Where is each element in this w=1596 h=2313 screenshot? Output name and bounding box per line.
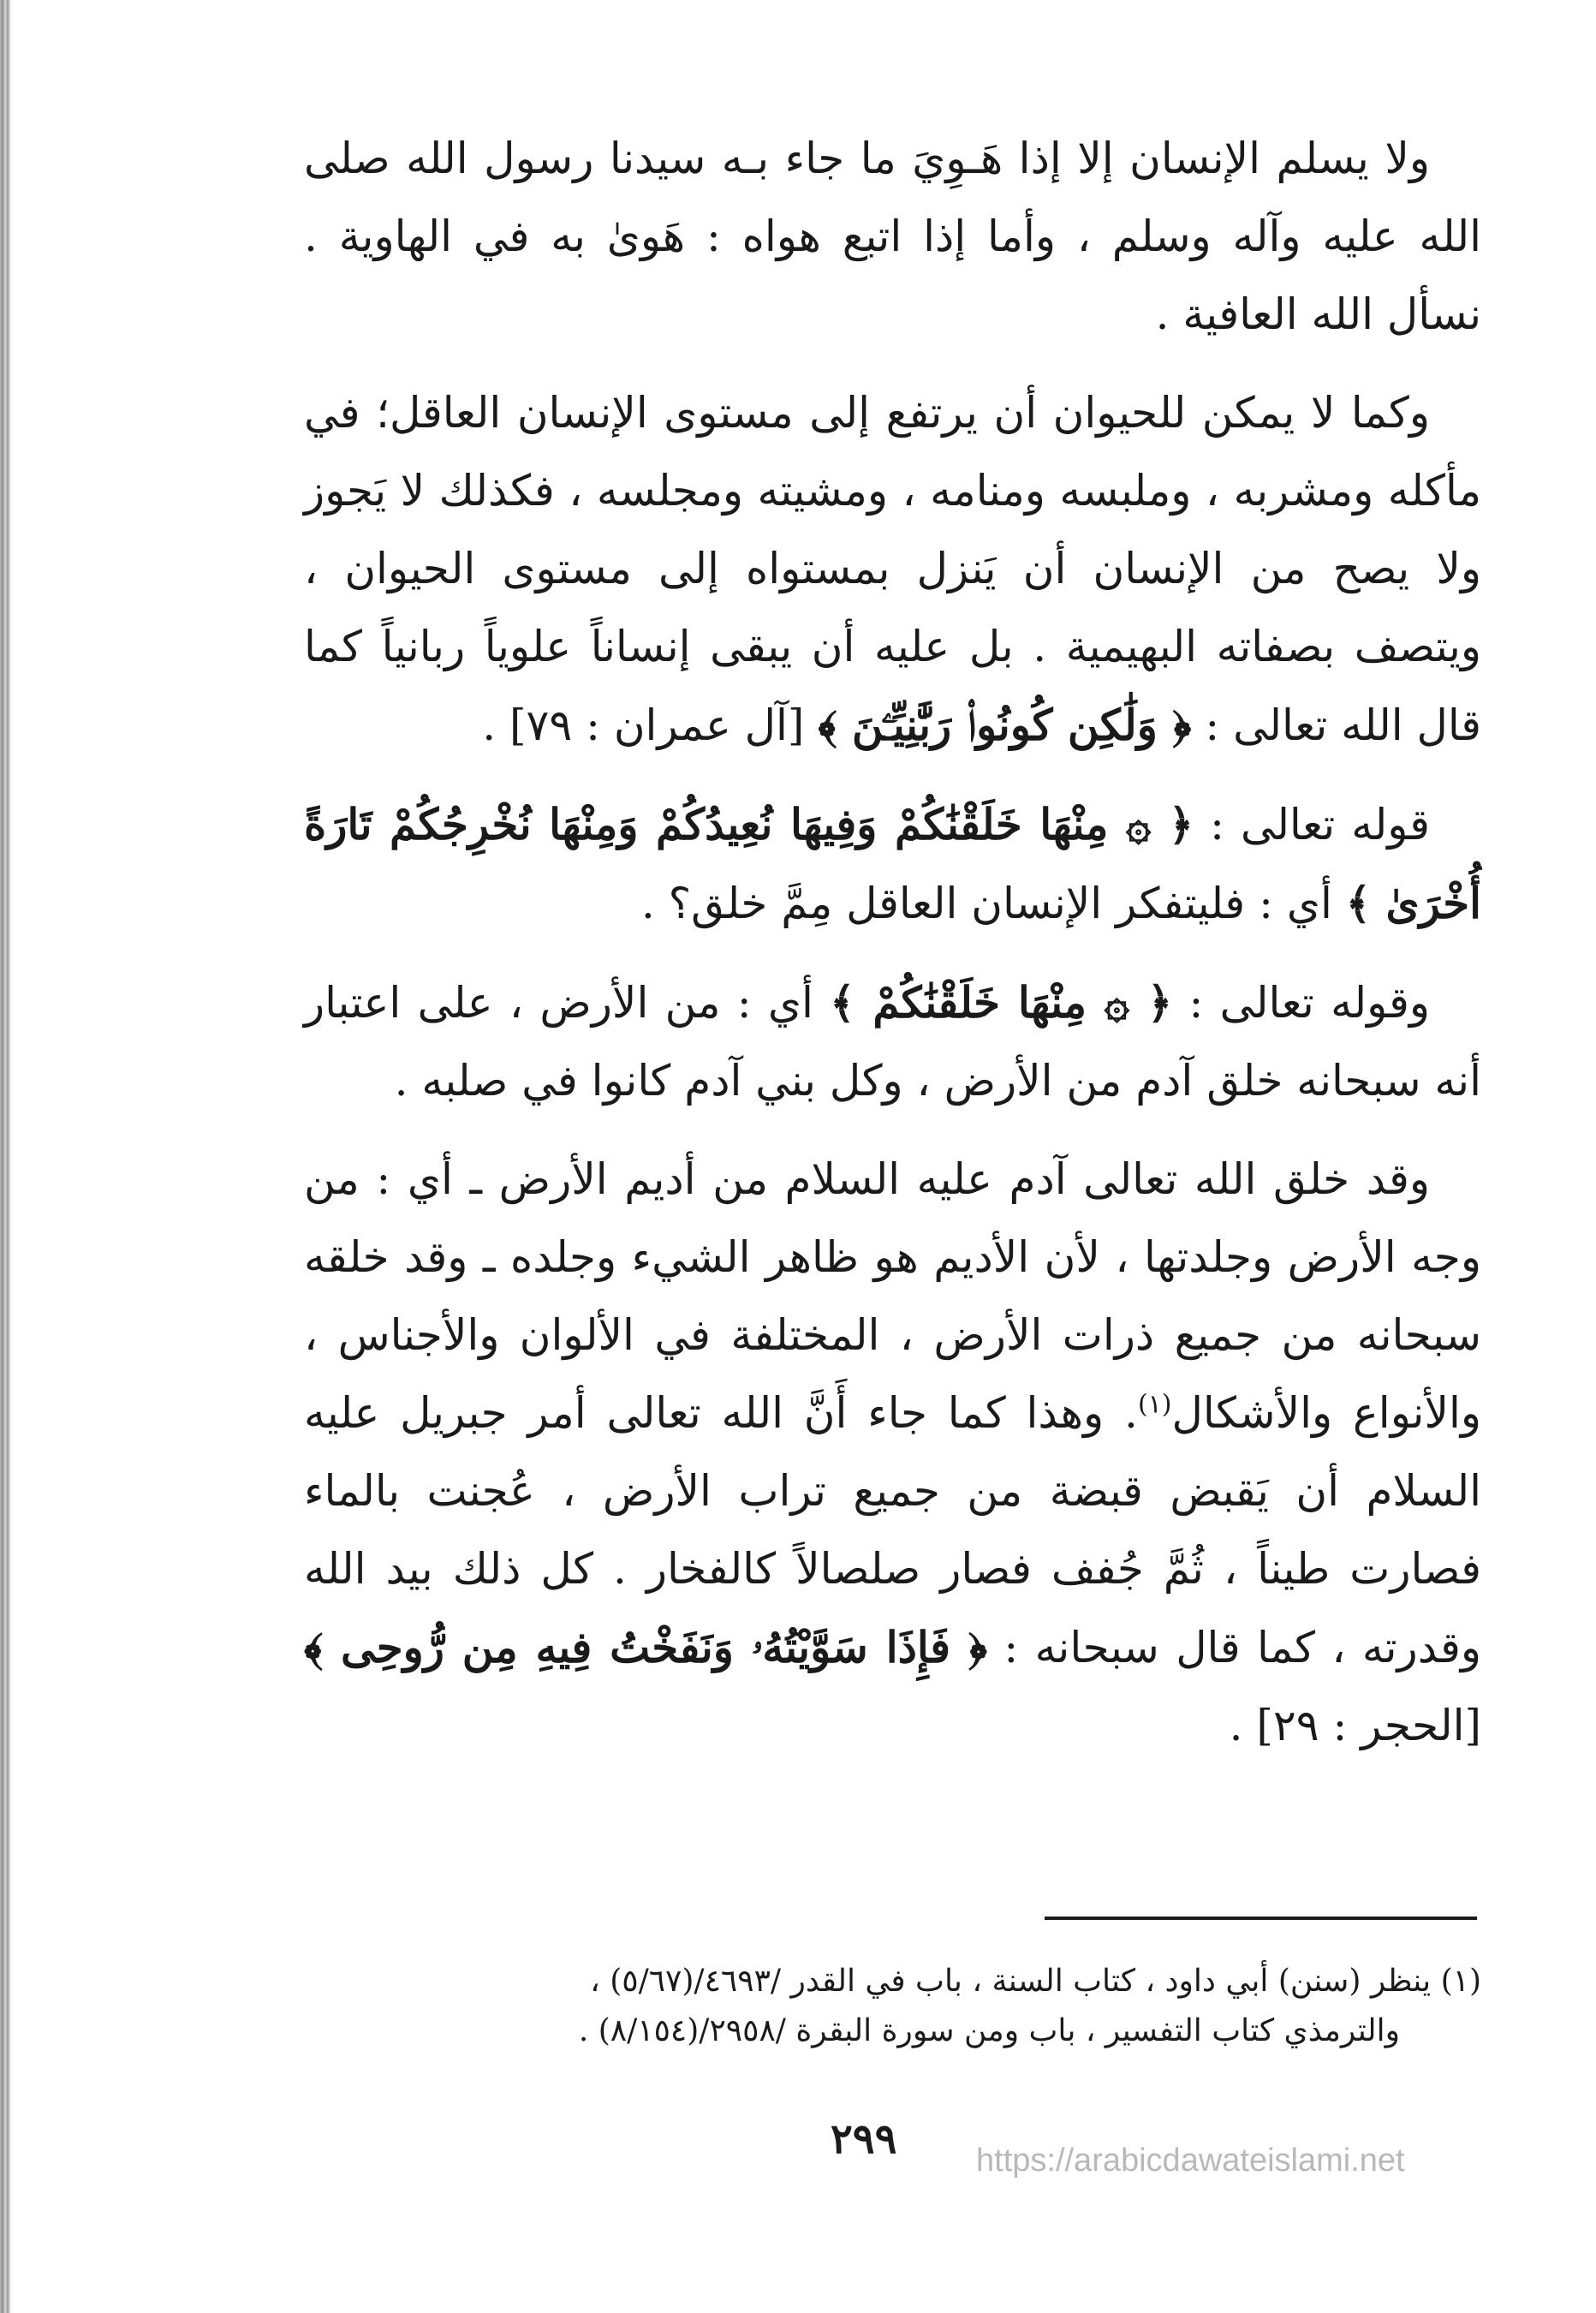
footnote-1-line-2: والترمذي كتاب التفسير ، باب ومن سورة البقرة /٢٩٥٨/(٨/١٥٤) . bbox=[578, 2013, 1400, 2048]
footnote-1 bbox=[304, 1957, 1481, 2056]
page-body bbox=[304, 120, 1481, 1785]
paragraph-5 bbox=[304, 1141, 1481, 1765]
paragraph-4 bbox=[304, 963, 1481, 1120]
paragraph-3-rest: أي : فليتفكر الإنسان العاقل مِمَّ خلق؟ . bbox=[640, 879, 1332, 928]
page-number: ٢٩٩ bbox=[831, 2115, 897, 2163]
footnote-1-line-1: ينظر (سنن) أبي داود ، كتاب السنة ، باب في القدر /٤٦٩٣/(٥/٦٧) ، bbox=[590, 1964, 1432, 1999]
quran-verse-2: ﴿ ۞ مِنْهَا خَلَقْنَٰكُمْ وَفِيهَا نُعِيدُكُمْ وَمِنْهَا نُخْرِجُكُمْ تَارَةً أُخْرَىٰ ﴾ bbox=[304, 799, 1481, 928]
footnote-divider bbox=[1045, 1917, 1477, 1920]
paragraph-2 bbox=[304, 374, 1481, 765]
paragraph-5-text-a: وقد خلق الله تعالى آدم عليه السلام من أديم الأرض ـ أي : من وجه الأرض وجلدتها ، لأن الأديم هو ظاهر الشيء وجلده ـ وقد خلقه سبحانه من جميع ذرات الأرض ، المختلفة في الألوان والأجناس ، والأنواع والأشكال bbox=[304, 1154, 1481, 1438]
paragraph-1 bbox=[304, 120, 1481, 354]
footnotes-section bbox=[304, 1957, 1481, 2056]
paragraph-3 bbox=[304, 785, 1481, 943]
quran-verse-1: ﴿ وَلَٰكِن كُونُوا۟ رَبَّٰنِيِّـۧنَ ﴾ bbox=[818, 700, 1192, 750]
quran-verse-4-reference: [الحجر : ٢٩] . bbox=[1229, 1701, 1481, 1750]
scan-edge bbox=[0, 0, 12, 2313]
footnote-1-marker: (١) bbox=[1440, 1964, 1481, 1999]
quran-verse-3: ﴿ ۞ مِنْهَا خَلَقْنَٰكُمْ ﴾ bbox=[830, 977, 1173, 1028]
paragraph-4-rest: أي : من الأرض ، على اعتبار أنه سبحانه خلق آدم من الأرض ، وكل بني آدم كانوا في صلبه . bbox=[304, 978, 1481, 1106]
paragraph-2-text: وكما لا يمكن للحيوان أن يرتفع إلى مستوى الإنسان العاقل؛ في مأكله ومشربه ، وملبسه ومنامه ، ومشيته ومجلسه ، فكذلك لا يَجوز ولا يصح من الإنسان أن يَنزل بمستواه إلى مستوى الحيوان ، ويتصف بصفاته البهيمية . بل عليه أن يبقى إنساناً علوياً ربانياً كما قال الله تعالى : bbox=[304, 388, 1481, 750]
paragraph-3-lead: قوله تعالى : bbox=[1210, 800, 1431, 849]
quran-verse-4: ﴿ فَإِذَا سَوَّيْتُهُۥ وَنَفَخْتُ فِيهِ مِن رُّوحِى ﴾ bbox=[304, 1622, 988, 1672]
quran-verse-1-reference: [آل عمران : ٧٩] . bbox=[482, 700, 805, 750]
paragraph-1-text: ولا يسلم الإنسان إلا إذا هَـوِيَ ما جاء بـه سيدنا رسول الله صلى الله عليه وآله وسلم ، وأما إذا اتبع هواه : هَوىٰ به في الهاوية . نسأل الله العافية . bbox=[304, 134, 1481, 339]
paragraph-4-lead: وقوله تعالى : bbox=[1188, 978, 1430, 1028]
watermark-url: https://arabicdawateislami.net bbox=[976, 2143, 1405, 2179]
paragraph-5-text-b: . وهذا كما جاء أَنَّ الله تعالى أمر جبريل عليه السلام أن يَقبض قبضة من جميع تراب الأرض ، عُجنت بالماء فصارت طيناً ، ثُمَّ جُفف فصار صلصالاً كالفخار . كل ذلك بيد الله وقدرته ، كما قال سبحانه : bbox=[304, 1388, 1481, 1672]
footnote-marker-ref[interactable]: (١) bbox=[1137, 1389, 1172, 1420]
